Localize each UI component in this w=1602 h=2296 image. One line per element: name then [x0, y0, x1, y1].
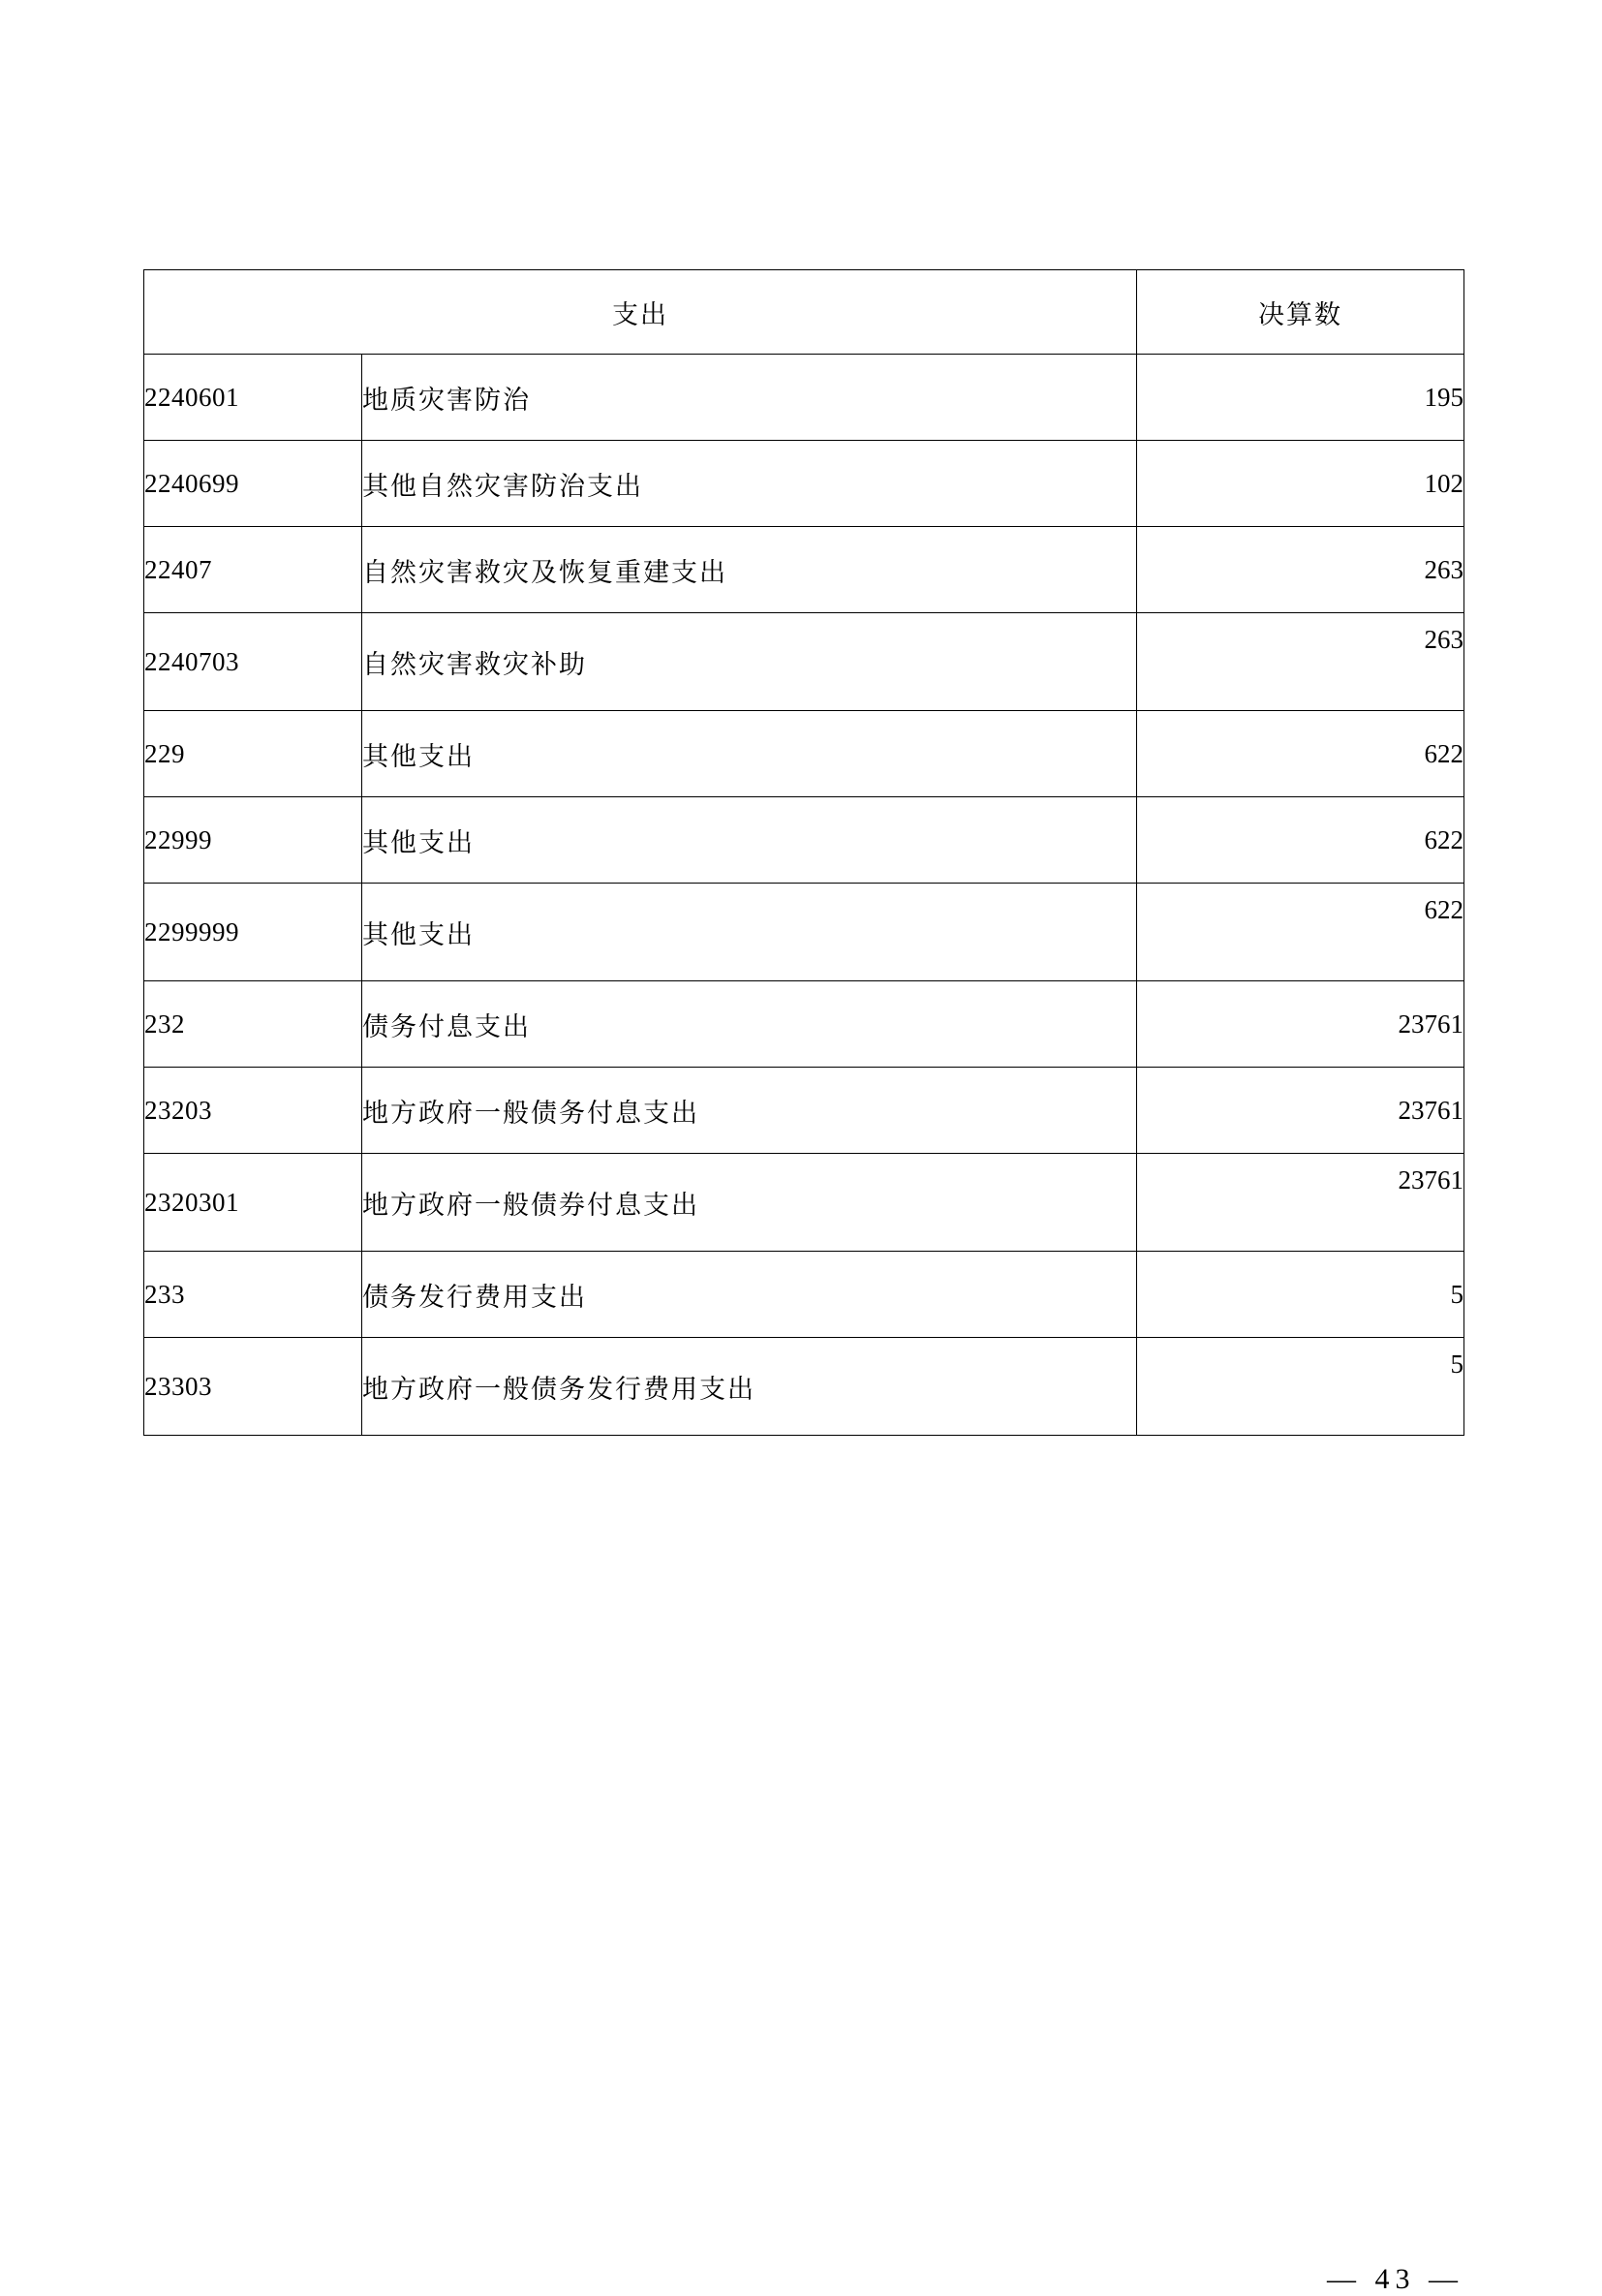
row-name: 地方政府一般债务付息支出 — [362, 1068, 1137, 1154]
row-code: 23303 — [144, 1338, 362, 1436]
table-row — [144, 1068, 1464, 1154]
row-value: 263 — [1137, 527, 1464, 613]
table-row — [144, 613, 1464, 711]
row-value: 23761 — [1137, 1154, 1464, 1252]
table-row — [144, 1252, 1464, 1338]
row-value: 263 — [1137, 613, 1464, 711]
row-code: 229 — [144, 711, 362, 797]
row-value: 5 — [1137, 1338, 1464, 1436]
row-code: 2240699 — [144, 441, 362, 527]
row-name: 自然灾害救灾及恢复重建支出 — [362, 527, 1137, 613]
page-number: — 43 — — [1327, 2263, 1463, 2295]
table-row — [144, 441, 1464, 527]
row-value: 5 — [1137, 1252, 1464, 1338]
row-code: 233 — [144, 1252, 362, 1338]
row-value: 622 — [1137, 884, 1464, 981]
table-row — [144, 1338, 1464, 1436]
row-value: 23761 — [1137, 981, 1464, 1068]
row-name: 其他自然灾害防治支出 — [362, 441, 1137, 527]
row-name: 债务付息支出 — [362, 981, 1137, 1068]
row-code: 232 — [144, 981, 362, 1068]
row-code: 22407 — [144, 527, 362, 613]
header-expenditure-label: 支出 — [612, 299, 668, 329]
row-value: 622 — [1137, 797, 1464, 884]
row-name: 自然灾害救灾补助 — [362, 613, 1137, 711]
row-code: 2299999 — [144, 884, 362, 981]
row-name: 地方政府一般债务发行费用支出 — [362, 1338, 1137, 1436]
row-name: 其他支出 — [362, 711, 1137, 797]
header-expenditure — [144, 270, 1137, 355]
table-body — [144, 355, 1464, 1436]
row-value: 102 — [1137, 441, 1464, 527]
table-row — [144, 981, 1464, 1068]
table-row — [144, 527, 1464, 613]
row-name: 债务发行费用支出 — [362, 1252, 1137, 1338]
row-name: 其他支出 — [362, 797, 1137, 884]
header-final-account-label: 决算数 — [1258, 299, 1342, 329]
table-row — [144, 355, 1464, 441]
budget-table-container — [143, 269, 1463, 2295]
row-name: 地方政府一般债券付息支出 — [362, 1154, 1137, 1252]
row-code: 2240703 — [144, 613, 362, 711]
row-name: 其他支出 — [362, 884, 1137, 981]
table-row — [144, 797, 1464, 884]
row-name: 地质灾害防治 — [362, 355, 1137, 441]
row-value: 622 — [1137, 711, 1464, 797]
table-row — [144, 884, 1464, 981]
table-header-row — [144, 270, 1464, 355]
row-code: 23203 — [144, 1068, 362, 1154]
budget-table — [143, 269, 1464, 1436]
row-code: 2320301 — [144, 1154, 362, 1252]
row-code: 22999 — [144, 797, 362, 884]
row-value: 23761 — [1137, 1068, 1464, 1154]
table-row — [144, 1154, 1464, 1252]
table-row — [144, 711, 1464, 797]
header-final-account — [1137, 270, 1464, 355]
row-value: 195 — [1137, 355, 1464, 441]
row-code: 2240601 — [144, 355, 362, 441]
